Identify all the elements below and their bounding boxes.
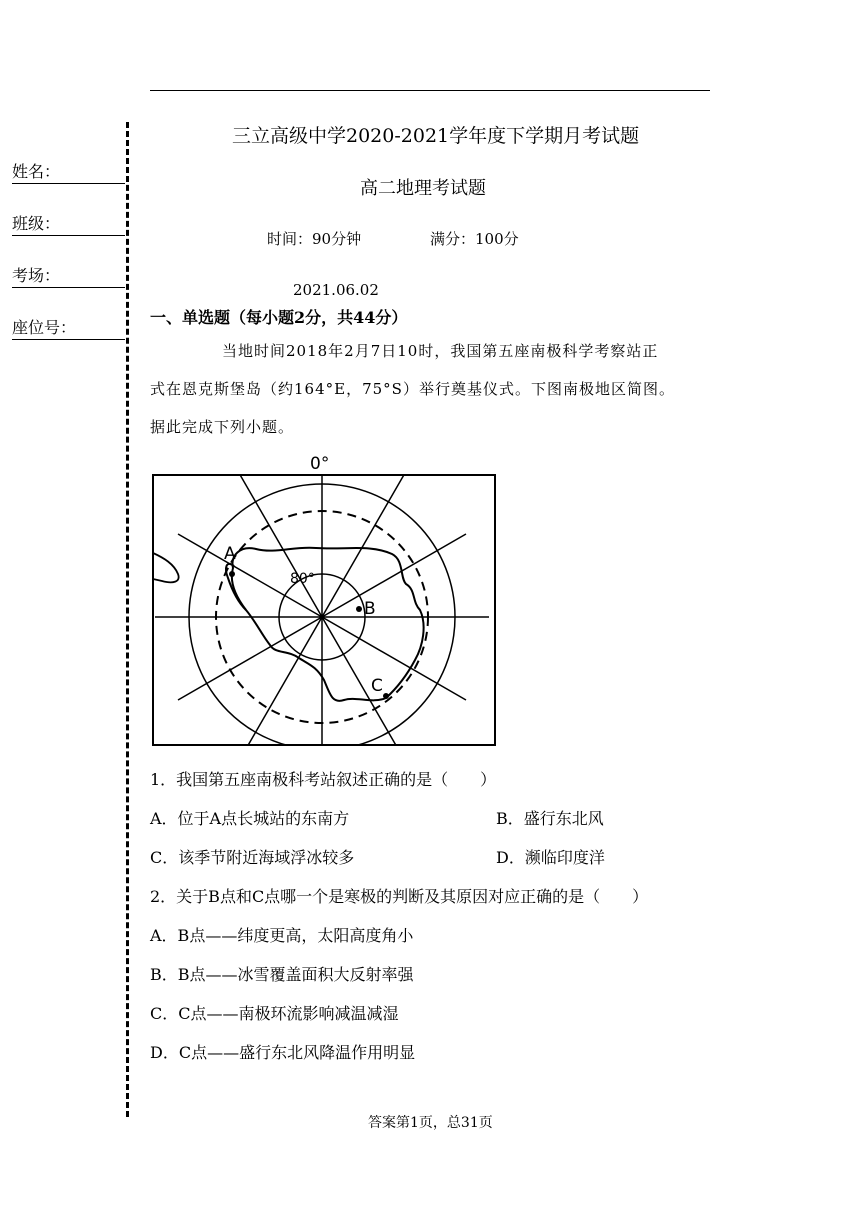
exam-time: 时间：90分钟	[267, 230, 362, 248]
class-field[interactable]	[12, 214, 125, 236]
seat-label: 座位号：	[12, 318, 77, 337]
room-label: 考场：	[12, 266, 61, 285]
question-1-stem: 1．我国第五座南极科考站叙述正确的是（ ）	[150, 770, 497, 789]
question-1-option-c: C．该季节附近海域浮冰较多	[150, 848, 355, 867]
map-frame	[153, 475, 495, 745]
south-america-coastline	[153, 553, 179, 582]
top-rule	[150, 90, 710, 91]
point-b-label: B	[364, 599, 376, 619]
antarctic-map-svg	[148, 450, 500, 750]
question-2-option-b: B．B点——冰雪覆盖面积大反射率强	[150, 965, 414, 984]
antarctica-coastline	[232, 548, 424, 701]
intro-line-3: 据此完成下列小题。	[150, 418, 295, 436]
question-2-option-d: D．C点——盛行东北风降温作用明显	[150, 1043, 416, 1062]
binding-dashed-line	[126, 122, 129, 1117]
name-label: 姓名：	[12, 162, 61, 181]
question-1-option-d: D．濒临印度洋	[496, 848, 605, 867]
exam-date: 2021.06.02	[293, 281, 379, 299]
room-field[interactable]	[12, 266, 125, 288]
exam-full-score: 满分：100分	[430, 230, 519, 248]
intro-line-2: 式在恩克斯堡岛（约164°E，75°S）举行奠基仪式。下图南极地区简图。	[150, 380, 675, 398]
school-title: 三立高级中学2020-2021学年度下学期月考试题	[232, 125, 640, 147]
class-label: 班级：	[12, 214, 61, 233]
label-0-degree: 0°	[310, 454, 330, 474]
meridian-line	[322, 473, 405, 617]
meridian-line	[322, 534, 466, 617]
point-c-marker	[383, 693, 389, 699]
name-field[interactable]	[12, 162, 125, 184]
point-b-marker	[356, 606, 362, 612]
point-a-marker	[229, 571, 235, 577]
subject-title: 高二地理考试题	[360, 178, 486, 199]
seat-field[interactable]	[12, 318, 125, 340]
section-heading: 一、单选题（每小题2分，共44分）	[150, 308, 408, 327]
page-footer: 答案第1页，总31页	[368, 1115, 493, 1131]
question-1-option-b: B．盛行东北风	[496, 809, 604, 828]
label-80-degree: 80°	[290, 571, 315, 587]
question-2-option-a: A．B点——纬度更高，太阳高度角小	[150, 926, 414, 945]
question-2-stem: 2．关于B点和C点哪一个是寒极的判断及其原因对应正确的是（ ）	[150, 887, 649, 906]
question-2-option-c: C．C点——南极环流影响减温减湿	[150, 1004, 399, 1023]
intro-line-1: 当地时间2018年2月7日10时，我国第五座南极科学考察站正	[222, 342, 659, 360]
question-1-option-a: A．位于A点长城站的东南方	[150, 809, 350, 828]
meridian-line	[322, 617, 466, 700]
meridian-line	[239, 473, 322, 617]
point-a-label: A	[224, 544, 236, 564]
antarctic-map	[148, 450, 500, 750]
point-c-label: C	[371, 676, 383, 696]
